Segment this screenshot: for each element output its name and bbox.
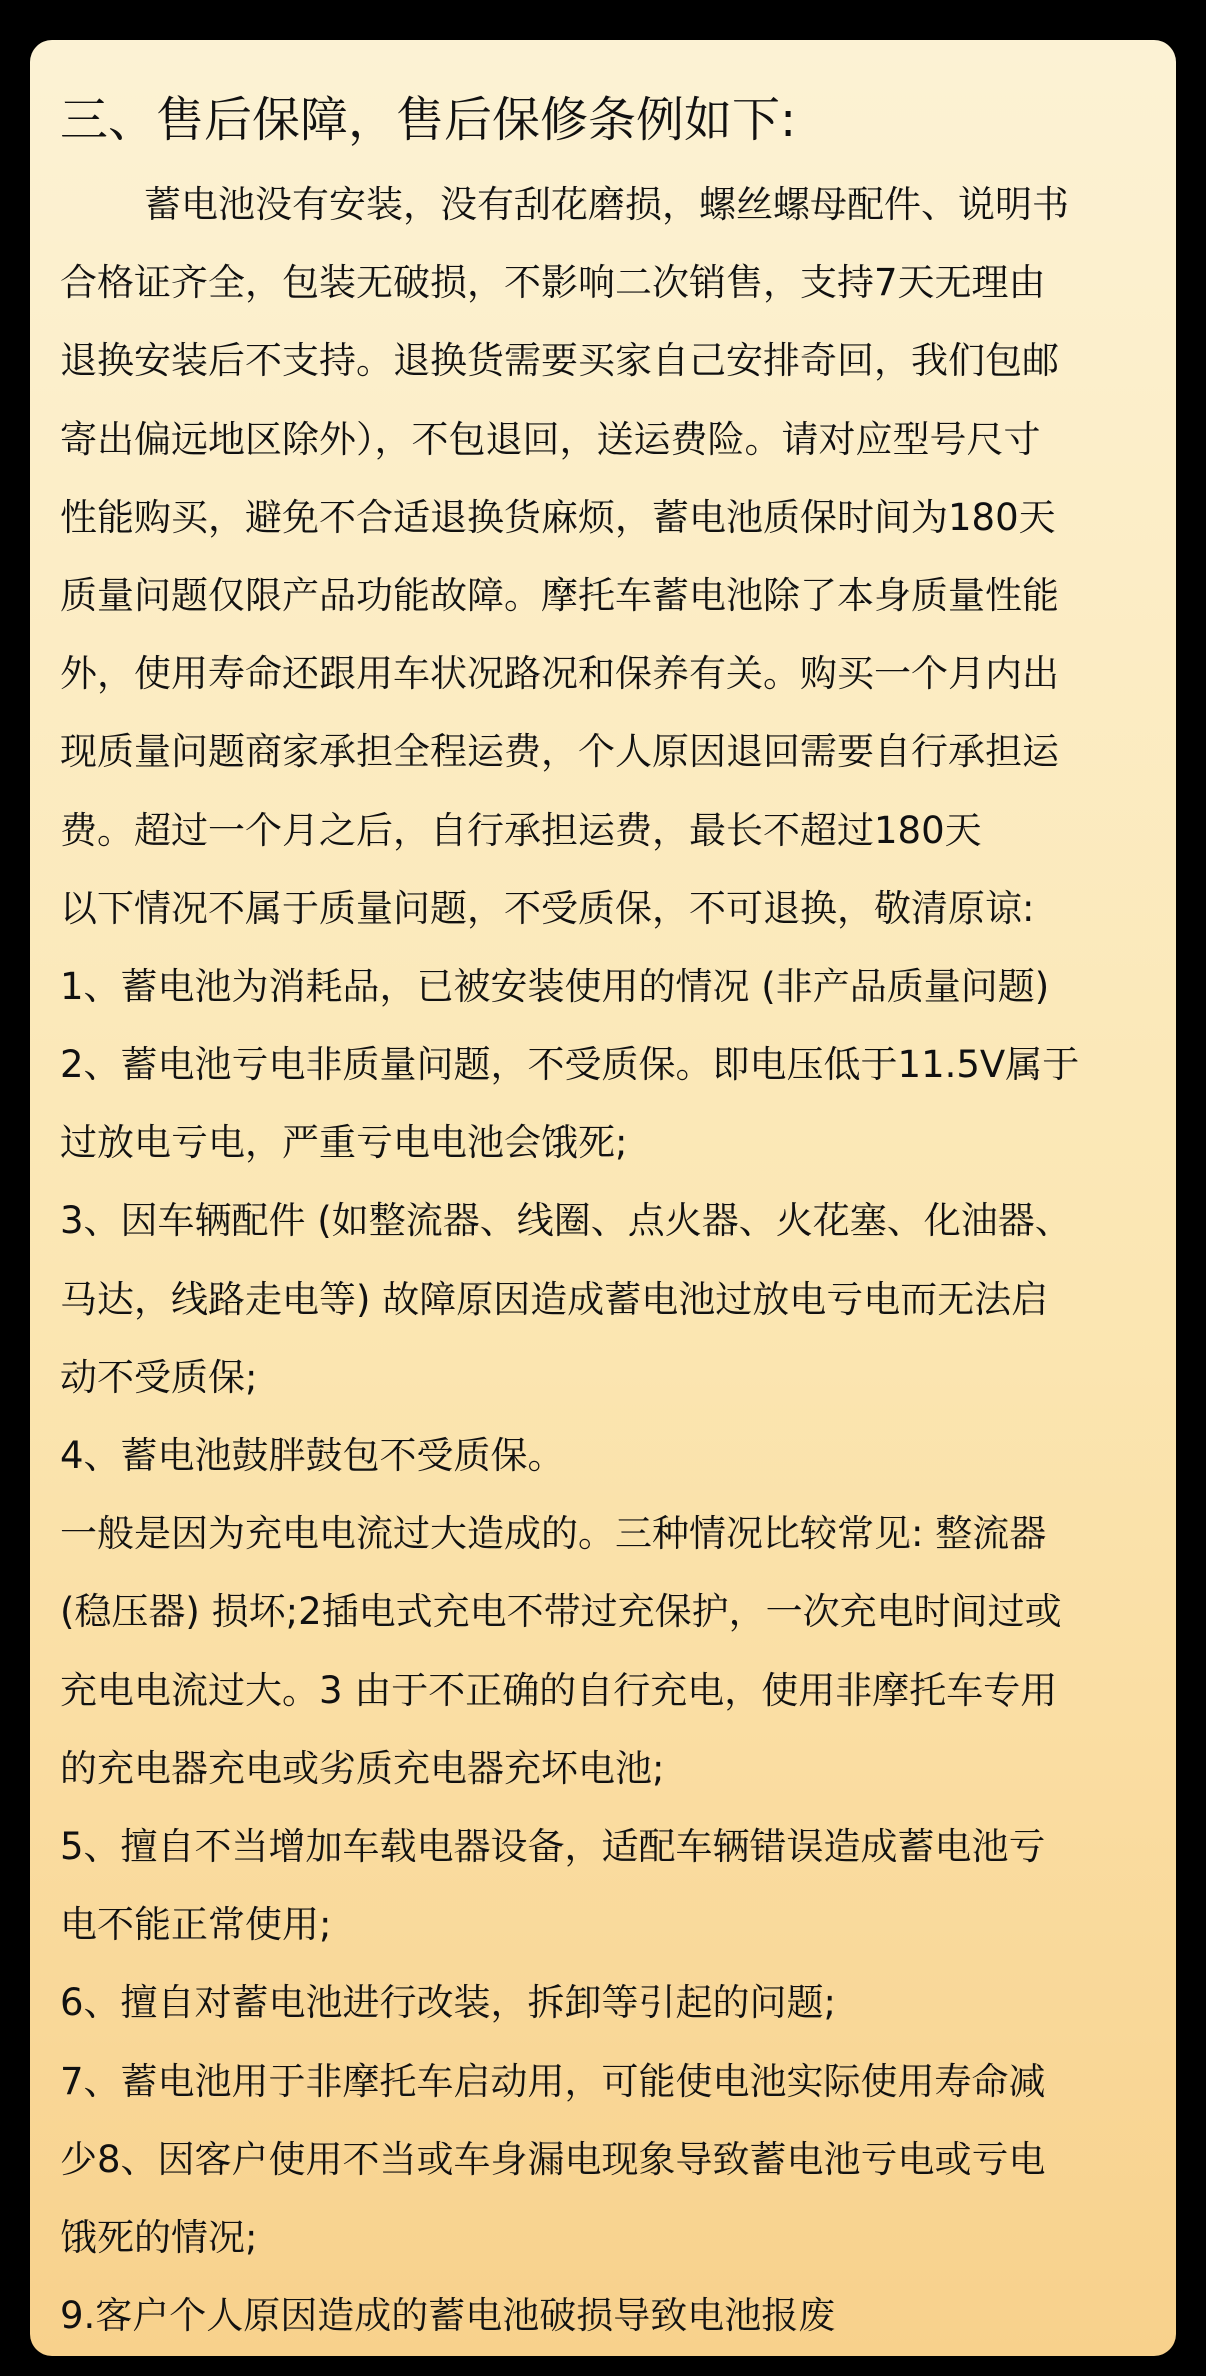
- text-line: 蓄电池没有安装，没有刮花磨损，螺丝螺母配件、说明书: [144, 183, 1069, 226]
- list-item: 5、擅自不当增加车载电器设备，适配车辆错误造成蓄电池亏: [60, 1824, 1046, 1868]
- list-item: 马达，线路走电等) 故障原因造成蓄电池过放电亏电而无法启: [60, 1277, 1049, 1321]
- text-line: 合格证齐全，包装无破损，不影响二次销售，支持7天无理由: [60, 261, 1046, 305]
- text-line: 质量问题仅限产品功能故障。摩托车蓄电池除了本身质量性能: [60, 573, 1059, 617]
- list-item: 少8、因客户使用不当或车身漏电现象导致蓄电池亏电或亏电: [60, 2137, 1046, 2181]
- info-card: [30, 40, 1176, 2356]
- list-item: 1、蓄电池为消耗品，已被安装使用的情况 (非产品质量问题): [60, 964, 1050, 1008]
- text-line: 充电电流过大。3 由于不正确的自行充电，使用非摩托车专用: [60, 1668, 1058, 1712]
- list-item: 电不能正常使用;: [60, 1903, 332, 1947]
- list-item: 过放电亏电，严重亏电电池会饿死;: [60, 1121, 628, 1165]
- text-line: 的充电器充电或劣质充电器充坏电池;: [60, 1746, 665, 1790]
- text-line: 性能购买，避免不合适退换货麻烦，蓄电池质保时间为180天: [60, 495, 1056, 539]
- list-item: 9.客户个人原因造成的蓄电池破损导致电池报废: [60, 2294, 836, 2338]
- page-title: 三、售后保障，售后保修条例如下:: [60, 92, 797, 148]
- text-line: (稳压器) 损坏;2插电式充电不带过充保护，一次充电时间过或: [60, 1590, 1062, 1634]
- text-line: 外，使用寿命还跟用车状况路况和保养有关。购买一个月内出: [60, 652, 1059, 696]
- list-item: 3、因车辆配件 (如整流器、线圈、点火器、火花塞、化油器、: [60, 1199, 1072, 1243]
- text-line: 现质量问题商家承担全程运费，个人原因退回需要自行承担运: [60, 730, 1059, 774]
- list-item: 7、蓄电池用于非摩托车启动用，可能使电池实际使用寿命减: [60, 2059, 1046, 2103]
- list-item: 饿死的情况;: [60, 2215, 258, 2259]
- list-item: 动不受质保;: [60, 1355, 258, 1399]
- text-line: 费。超过一个月之后，自行承担运费，最长不超过180天: [60, 808, 982, 852]
- list-item: 2、蓄电池亏电非质量问题，不受质保。即电压低于11.5V属于: [60, 1043, 1080, 1087]
- list-item: 4、蓄电池鼓胖鼓包不受质保。: [60, 1434, 565, 1477]
- policy-text: [60, 166, 1146, 2355]
- text-line: 退换安装后不支持。退换货需要买家自己安排奇回，我们包邮: [60, 339, 1059, 383]
- text-line: 寄出偏远地区除外），不包退回，送运费险。请对应型号尺寸: [60, 417, 1041, 461]
- list-item: 6、擅自对蓄电池进行改装，拆卸等引起的问题;: [60, 1981, 837, 2025]
- text-line: 以下情况不属于质量问题，不受质保，不可退换，敬清原谅:: [60, 886, 1035, 930]
- text-line: 一般是因为充电电流过大造成的。三种情况比较常见: 整流器: [60, 1512, 1047, 1556]
